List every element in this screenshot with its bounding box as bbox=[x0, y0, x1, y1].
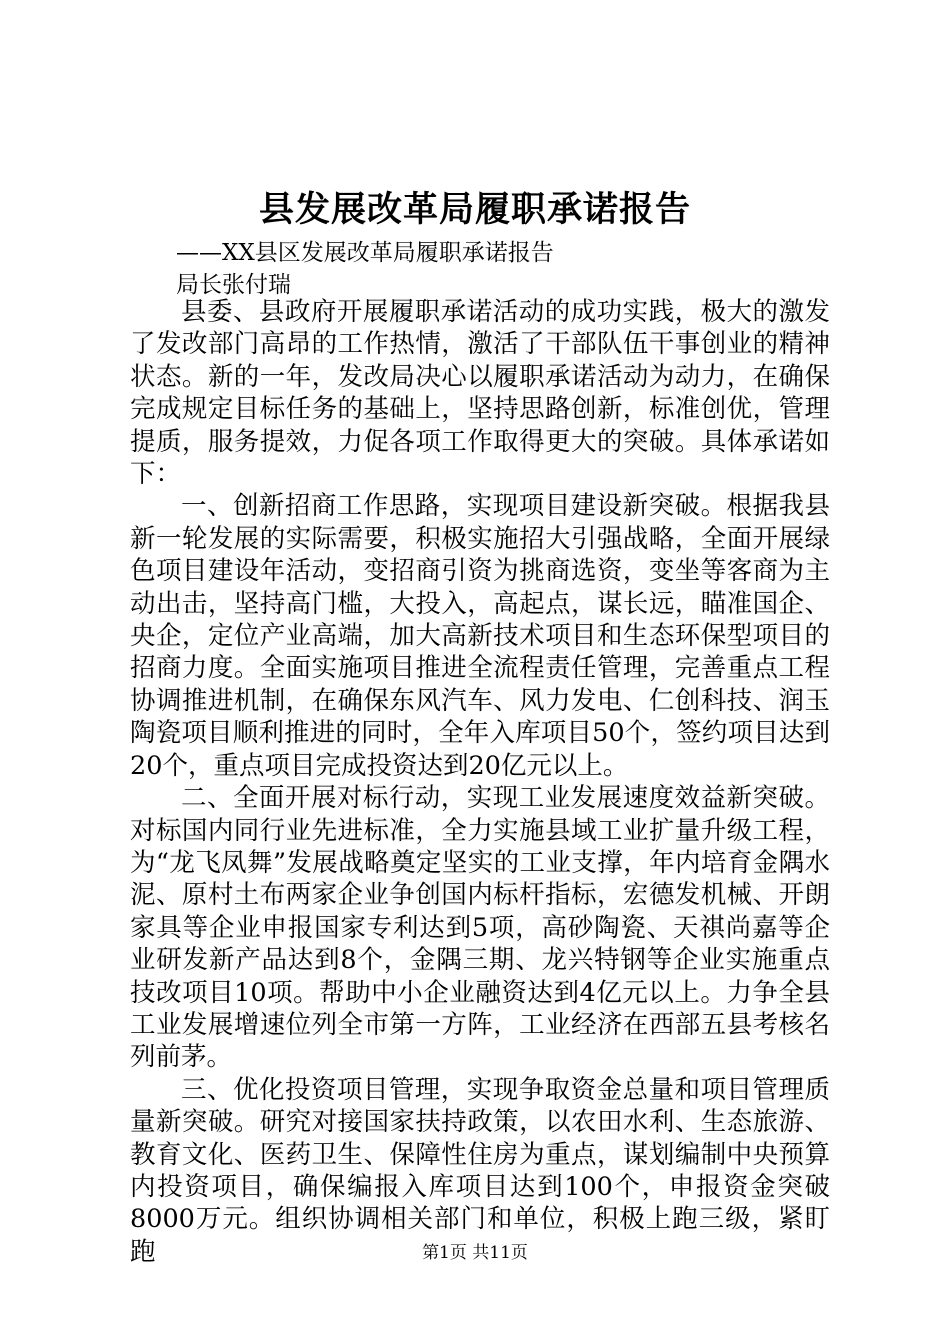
paragraph-section-2: 二、全面开展对标行动，实现工业发展速度效益新突破。对标国内同行业先进标准，全力实施县域工业扩量升级工程，为“龙飞凤舞”发展战略奠定坚实的工业支撑，年内培育金隅水泥、原村土布两家企业争创国内标杆指标，宏德发机械、开朗家具等企业申报国家专利达到5项，高砂陶瓷、天祺尚嘉等企业研发新产品达到8个，金隅三期、龙兴特钢等企业实施重点技改项目10项。帮助中小企业融资达到4亿元以上。力争全县工业发展增速位列全市第一方阵，工业经济在西部五县考核名列前茅。 bbox=[130, 783, 830, 1073]
paragraph-section-1: 一、创新招商工作思路，实现项目建设新突破。根据我县新一轮发展的实际需要，积极实施招大引强战略，全面开展绿色项目建设年活动，变招商引资为挑商选资，变坐等客商为主动出击，坚持高门槛，大投入，高起点，谋长远，瞄准国企、央企，定位产业高端，加大高新技术项目和生态环保型项目的招商力度。全面实施项目推进全流程责任管理，完善重点工程协调推进机制，在确保东风汽车、风力发电、仁创科技、润玉陶瓷项目顺利推进的同时，全年入库项目50个，签约项目达到20个，重点项目完成投资达到20亿元以上。 bbox=[130, 491, 830, 781]
document-body bbox=[130, 296, 830, 1268]
paragraph-intro: 县委、县政府开展履职承诺活动的成功实践，极大的激发了发改部门高昂的工作热情，激活了干部队伍干事创业的精神状态。新的一年，发改局决心以履职承诺活动为动力，在确保完成规定目标任务的基础上，坚持思路创新，标准创优，管理提质，服务提效，力促各项工作取得更大的突破。具体承诺如下： bbox=[130, 297, 830, 490]
document-subtitle: ——XX县区发展改革局履职承诺报告 bbox=[176, 240, 554, 266]
page-footer: 第1页 共11页 bbox=[422, 1243, 528, 1263]
document-title: 县发展改革局履职承诺报告 bbox=[258, 189, 691, 230]
document-author: 局长张付瑞 bbox=[176, 272, 291, 298]
paragraph-section-3: 三、优化投资项目管理，实现争取资金总量和项目管理质量新突破。研究对接国家扶持政策，以农田水利、生态旅游、教育文化、医药卫生、保障性住房为重点，谋划编制中央预算内投资项目，确保编报入库项目达到100个，申报资金突破8000万元。组织协调相关部门和单位，积极上跑三级，紧盯跑 bbox=[130, 1074, 830, 1267]
